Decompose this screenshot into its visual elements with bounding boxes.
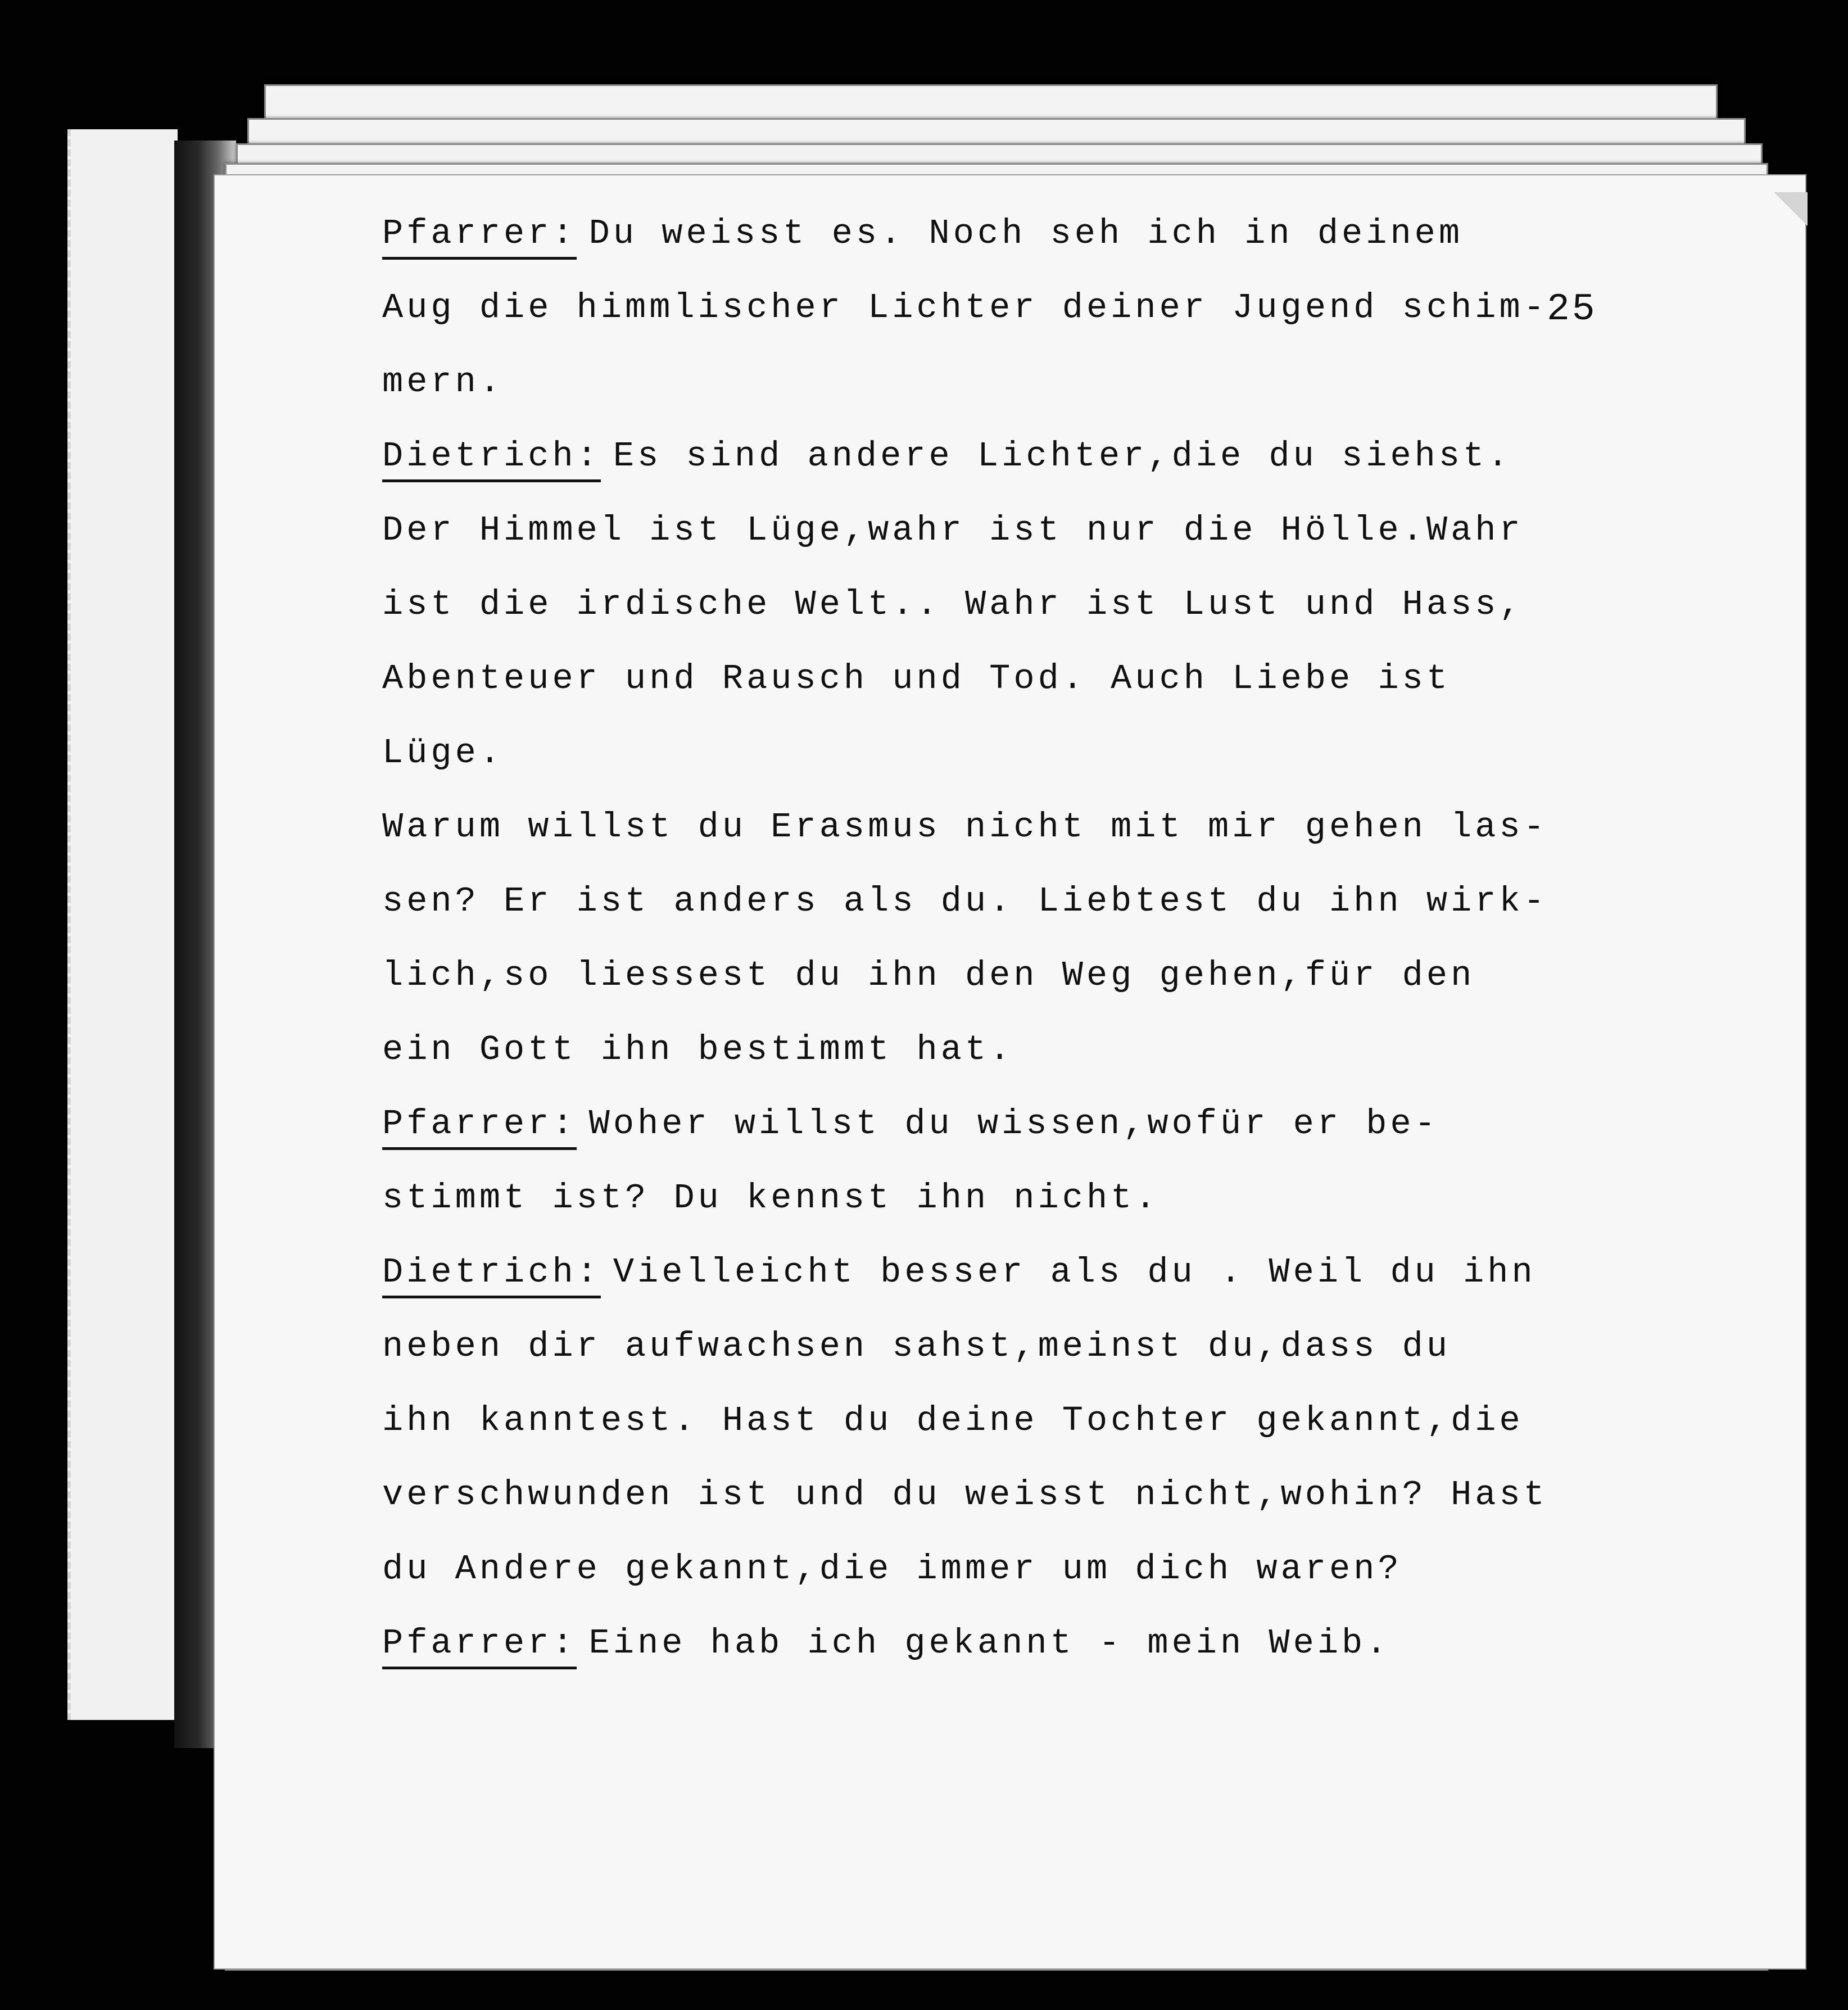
- line-text: Du weisst es. Noch seh ich in deinem: [588, 214, 1464, 253]
- text-line: [382, 1235, 1731, 1310]
- page-number: 25: [1547, 288, 1597, 331]
- text-line: [382, 1606, 1731, 1681]
- line-text: lich,so liessest du ihn den Weg gehen,für den: [382, 956, 1475, 995]
- line-text: du Andere gekannt,die immer um dich waren?: [382, 1549, 1402, 1589]
- line-text: Lüge.: [382, 733, 504, 773]
- text-line: [382, 419, 1731, 494]
- text-line: [382, 271, 1731, 345]
- text-line: [382, 864, 1731, 939]
- line-text: Abenteuer und Rausch und Tod. Auch Liebe ist: [382, 659, 1451, 699]
- line-text: Aug die himmlischer Lichter deiner Jugend schim-: [382, 288, 1548, 328]
- speaker-label: Dietrich:: [382, 436, 601, 482]
- line-text: ein Gott ihn bestimmt hat.: [382, 1030, 1014, 1070]
- text-line: [382, 939, 1731, 1013]
- text-line: [382, 568, 1731, 642]
- text-line: [382, 716, 1731, 790]
- speaker-label: Dietrich:: [382, 1252, 601, 1298]
- line-text: Eine hab ich gekannt - mein Weib.: [588, 1623, 1390, 1663]
- text-line: [382, 642, 1731, 716]
- text-line: [382, 1013, 1731, 1087]
- line-text: sen? Er ist anders als du. Liebtest du ihn wirk-: [382, 881, 1548, 921]
- folded-corner: [1774, 192, 1808, 226]
- script-text: [382, 197, 1731, 1681]
- text-line: [382, 1161, 1731, 1235]
- line-text: neben dir aufwachsen sahst,meinst du,dass du: [382, 1327, 1451, 1366]
- speaker-label: Pfarrer:: [382, 214, 577, 260]
- text-line: [382, 494, 1731, 568]
- line-text: Vielleicht besser als du . Weil du ihn: [613, 1252, 1536, 1292]
- line-text: verschwunden ist und du weisst nicht,wohin? Hast: [382, 1475, 1548, 1515]
- text-line: [382, 1532, 1731, 1606]
- line-text: mern.: [382, 362, 504, 402]
- text-line: [382, 790, 1731, 864]
- line-text: Woher willst du wissen,wofür er be-: [588, 1104, 1439, 1144]
- text-line: [382, 197, 1731, 271]
- line-text: Der Himmel ist Lüge,wahr ist nur die Hölle.Wahr: [382, 510, 1524, 550]
- line-text: Warum willst du Erasmus nicht mit mir gehen las-: [382, 807, 1548, 847]
- text-line: [382, 1458, 1731, 1532]
- line-text: ihn kanntest. Hast du deine Tochter gekannt,die: [382, 1401, 1524, 1441]
- text-line: [382, 1310, 1731, 1384]
- speaker-label: Pfarrer:: [382, 1104, 577, 1150]
- text-line: [382, 1087, 1731, 1161]
- speaker-label: Pfarrer:: [382, 1623, 577, 1669]
- text-line: [382, 345, 1731, 419]
- line-text: stimmt ist? Du kennst ihn nicht.: [382, 1178, 1159, 1218]
- line-text: Es sind andere Lichter,die du siehst.: [613, 436, 1512, 476]
- text-line: [382, 1384, 1731, 1458]
- line-text: ist die irdische Welt.. Wahr ist Lust und Hass,: [382, 585, 1524, 624]
- paper-edge-strip: [67, 129, 178, 1720]
